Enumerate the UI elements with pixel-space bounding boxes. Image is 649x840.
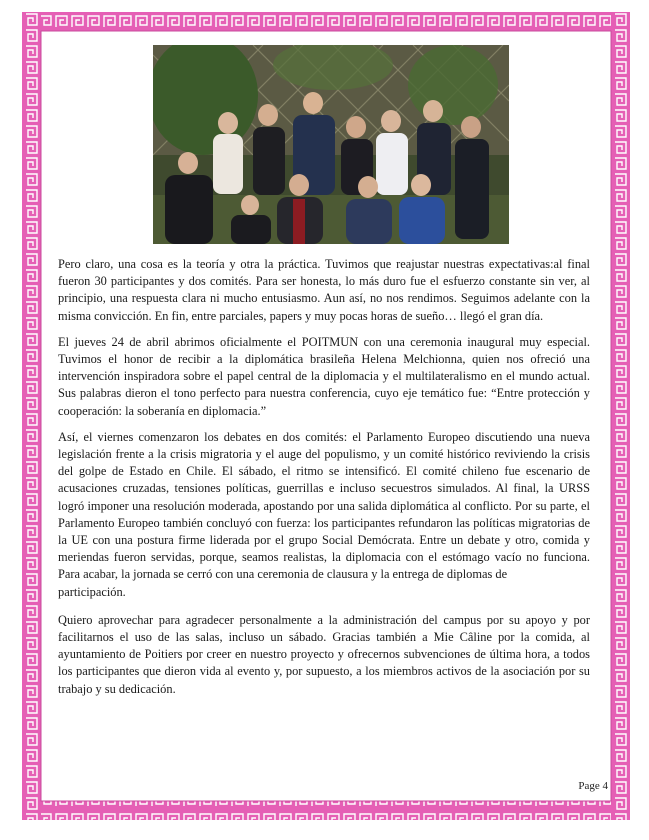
page-number: Page 4 [578,780,608,792]
article-body [58,256,590,707]
paragraph: Así, el viernes comenzaron los debates en dos comités: el Parlamento Europeo discutiendo una nueva legislación frente a la crisis migratoria y el auge del populismo, y un comité histórico reviviendo la crisis del golpe de Estado en Chile. El sábado, el ritmo se intensificó. El comité chileno fue escenario de acusaciones cruzadas, tensiones políticas, guerrillas e incluso secuestros simulados. Al final, la URSS logró imponer una resolución moderada, apostando por una salida diplomática al conflicto. Por su parte, el Parlamento Europeo también concluyó con fuerza: los participantes refundaron las políticas migratorias de la UE con una postura firme liderada por el grupo Social Demócrata. Entre un debate y otro, comida y meriendas fueron servidas, porque, seamos realistas, la diplomacia con el estómago vacío no funciona. Para acabar, la jornada se cerró con una ceremonia de clausura y la entrega de diplomas de [58,429,590,582]
paragraph: Pero claro, una cosa es la teoría y otra la práctica. Tuvimos que reajustar nuestras expectativas:al final fueron 30 participantes y dos comités. Para ser honesta, lo más duro fue el esfuerzo constante sin ver, al principio, una respuesta clara ni mucho entusiasmo. Aun así, no nos rendimos. Seguimos adelante con la misma convicción. En fin, entre parciales, papers y muy pocas horas de sueño… llegó el gran día. [58,257,590,323]
paragraph: Quiero aprovechar para agradecer personalmente a la administración del campus por su apoyo y por facilitarnos el uso de las salas, incluso un sábado. Gracias también a Mie Câline por la comida, al ayuntamiento de Poitiers por creer en nuestro proyecto y ofrecernos subvenciones de última hora, a todos los participantes que dieron vida al evento y, por supuesto, a los miembros activos de la asociación por su trabajo y su dedicación. [58,612,590,696]
paragraph: El jueves 24 de abril abrimos oficialmente el POITMUN con una ceremonia inaugural muy especial. Tuvimos el honor de recibir a la diplomática brasileña Helena Melchionna, quien nos ofreció una intervención inspiradora sobre el papel central de la diplomacia y el multilateralismo en el mundo actual. Sus palabras dieron el tono perfecto para nuestra conferencia, cuyo eje temático fue: “Entre protección y cooperación: la soberanía en diplomacia.” [58,334,590,418]
paragraph: participación. [58,584,126,599]
group-photo [153,45,509,244]
